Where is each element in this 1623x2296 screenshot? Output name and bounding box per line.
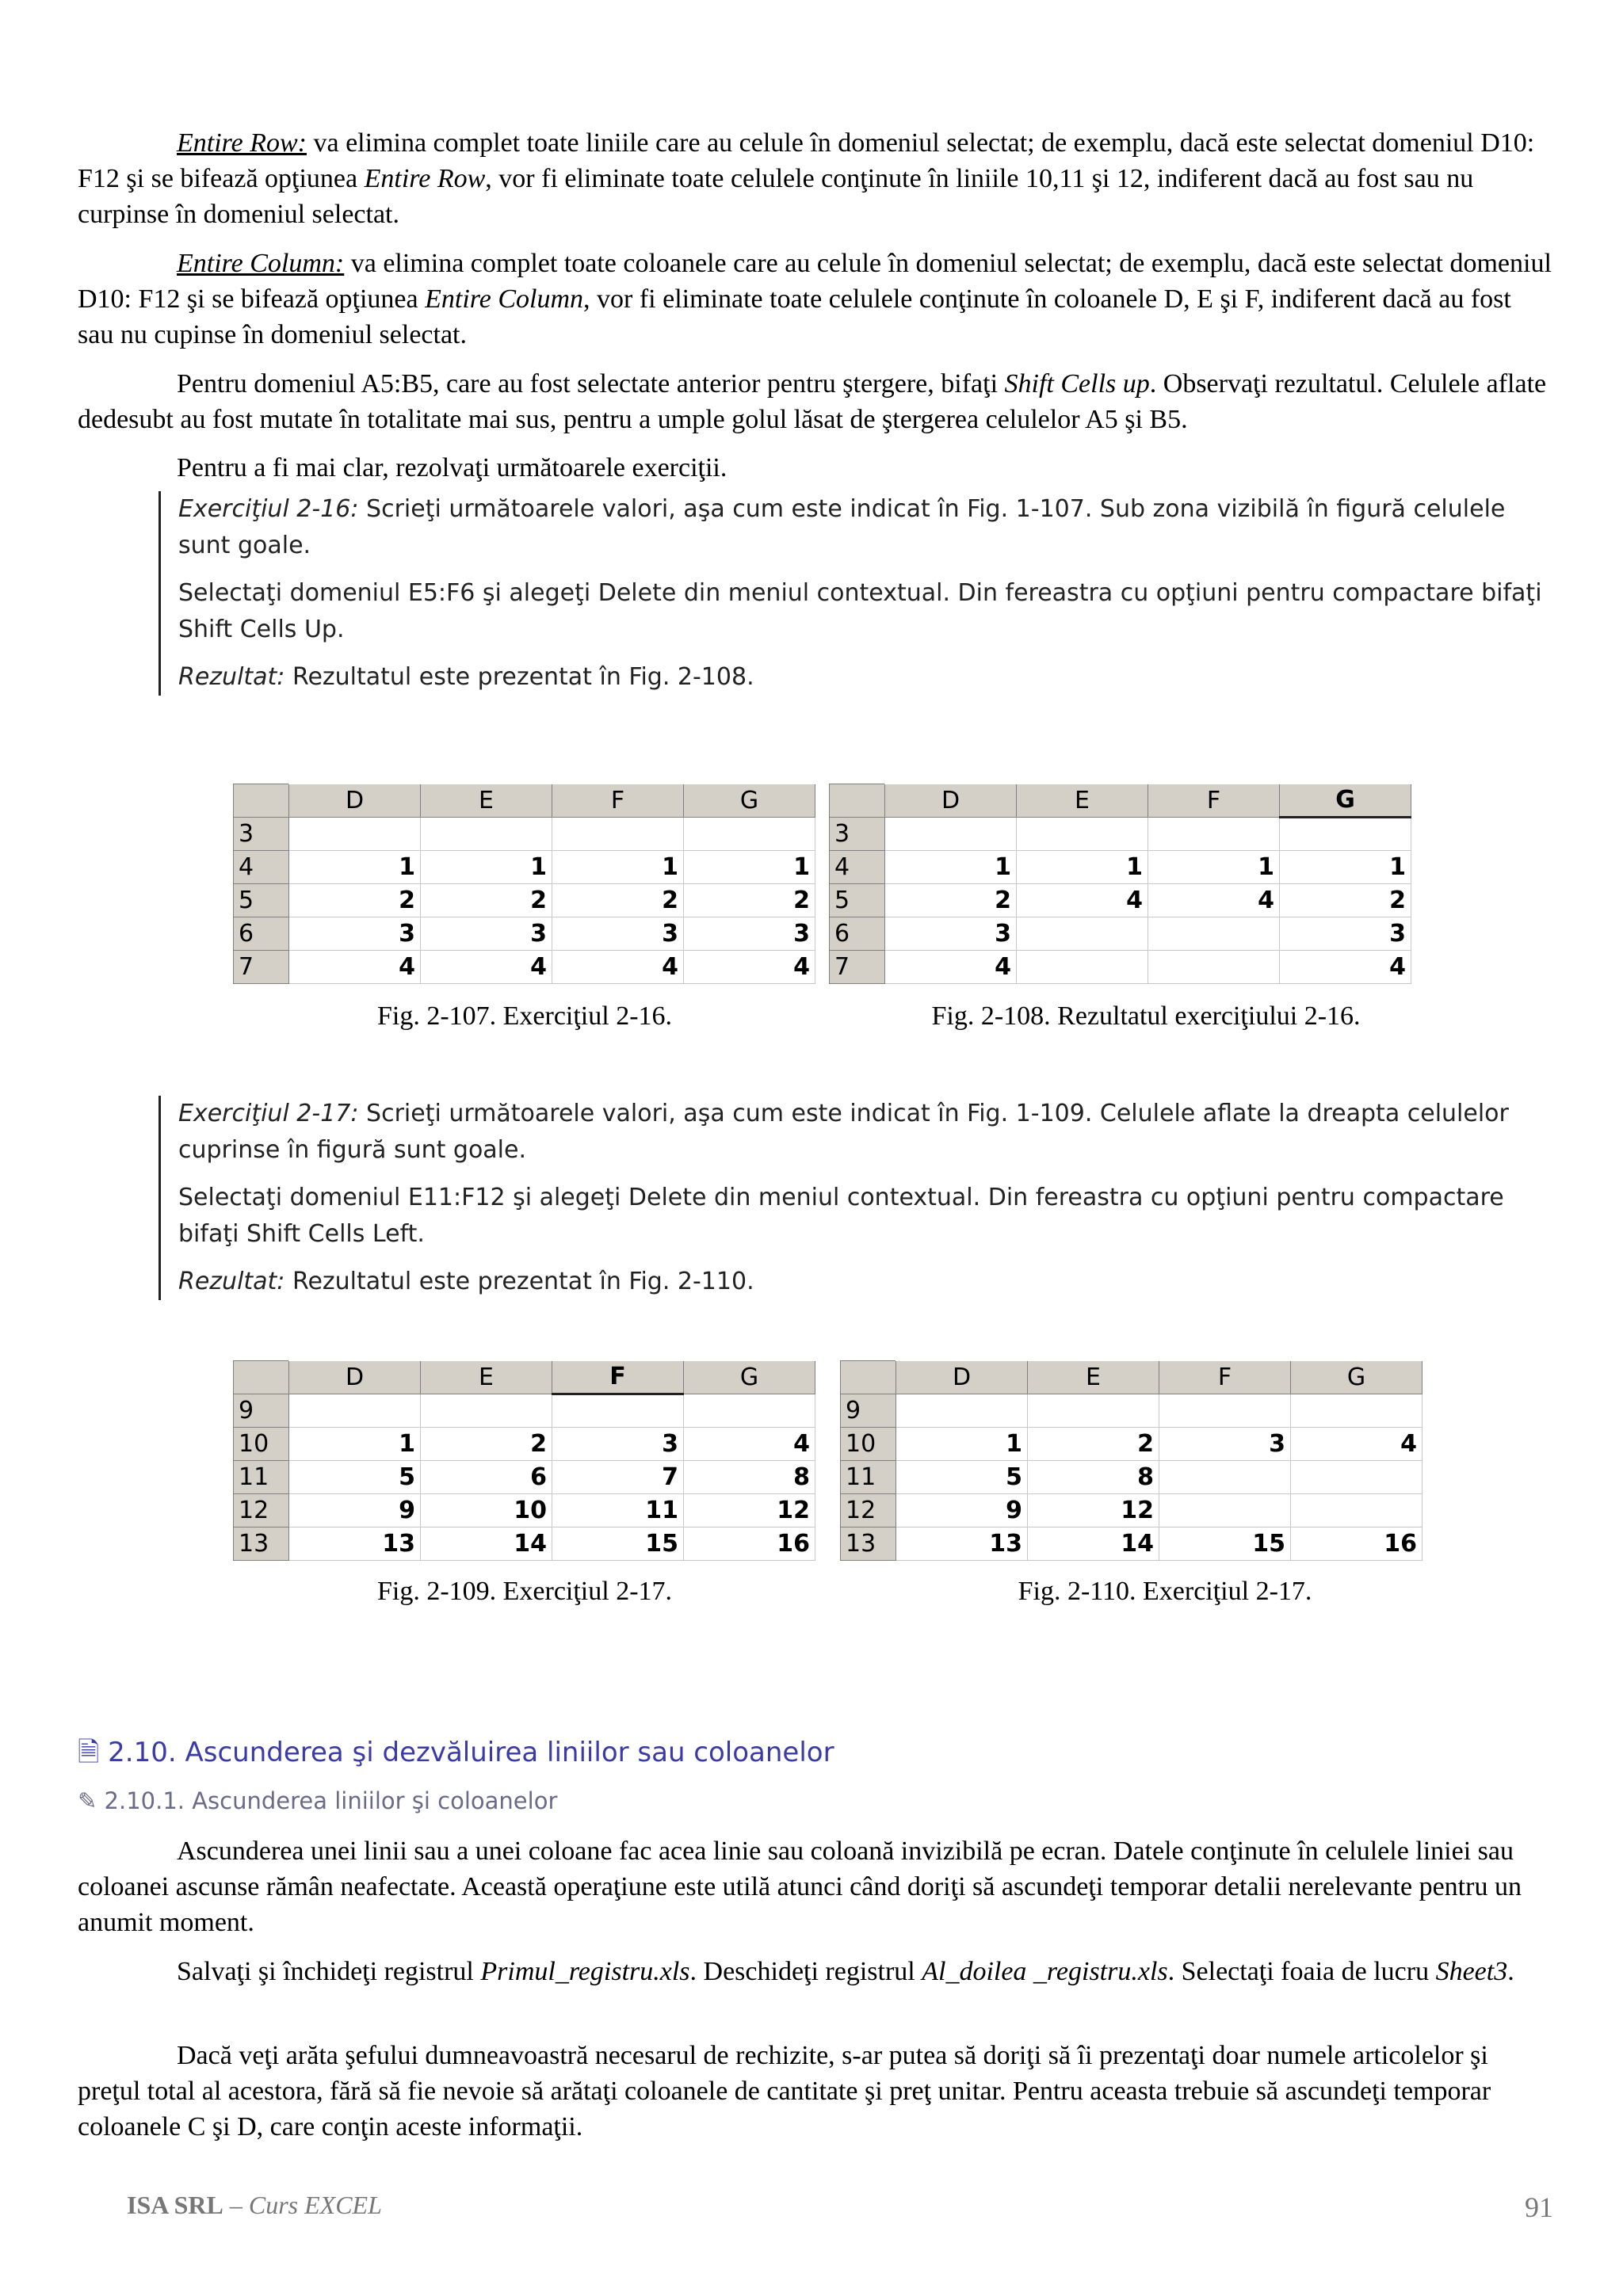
cell [1159, 1460, 1291, 1493]
cell: 1 [1017, 850, 1148, 883]
cell: 4 [552, 950, 684, 983]
cell: 1 [1148, 850, 1280, 883]
text: va elimina complet toate liniile care au celule în domeniul selectat; de exemplu, dacă este selectat domeniul D10: F12 şi se bifează opţiunea [78, 128, 1535, 193]
table-row [234, 850, 815, 883]
cell [1291, 1493, 1423, 1527]
paragraph-save-close [78, 1954, 1553, 1989]
cell: 12 [684, 1493, 815, 1527]
cell: 1 [289, 850, 421, 883]
cell: 4 [684, 950, 815, 983]
cell: 3 [1159, 1427, 1291, 1460]
cell [1148, 917, 1280, 950]
exercise-result [178, 1264, 1557, 1300]
spreadsheet-fig-2-107 [233, 783, 815, 984]
column-header-row [234, 1360, 815, 1394]
column-header-g: G [1291, 1360, 1423, 1394]
cell: 14 [1028, 1527, 1159, 1560]
cell: 3 [552, 917, 684, 950]
text: Scrieţi următoarele valori, aşa cum este indicat în Fig. 1-109. Celulele aflate la dreapta celulelor cuprinse în figură sunt goale. [178, 1100, 1509, 1164]
exercise-label: Exerciţiul 2-17: [178, 1100, 359, 1127]
column-header-d: D [289, 784, 421, 817]
cell [1148, 950, 1280, 983]
row-header: 3 [830, 817, 885, 850]
cell: 8 [684, 1460, 815, 1493]
cell [1291, 1394, 1423, 1427]
cell: 4 [885, 950, 1017, 983]
column-header-f: F [552, 784, 684, 817]
subsection-title: 2.10.1. Ascunderea liniilor şi coloanelor [104, 1787, 558, 1814]
cell: 2 [289, 883, 421, 917]
cell: 8 [1028, 1460, 1159, 1493]
column-header-e: E [421, 1360, 552, 1394]
cell: 1 [289, 1427, 421, 1460]
caption-fig-2-107: Fig. 2-107. Exerciţiul 2-16. [376, 1001, 673, 1031]
caption-fig-2-110: Fig. 2-110. Exerciţiul 2-17. [1018, 1577, 1312, 1606]
table-row [841, 1493, 1423, 1527]
cell [552, 817, 684, 850]
section-title: 2.10. Ascunderea şi dezvăluirea liniilor sau coloanelor [108, 1737, 834, 1768]
cell: 2 [421, 883, 552, 917]
row-header: 4 [234, 850, 289, 883]
row-header: 12 [841, 1493, 896, 1527]
cell: 13 [896, 1527, 1028, 1560]
text: . Deschideţi registrul [689, 1957, 922, 1986]
column-header-d: D [885, 784, 1017, 817]
cell: 4 [1280, 950, 1411, 983]
paragraph-hide-columns: Dacă veţi arăta şefului dumneavoastră necesarul de rechizite, s-ar putea să doriţi să îi prezentaţi doar numele articolelor şi preţul total al acestora, fără să fie nevoie să arătaţi coloanele de cantitate şi preţ unitar. Pentru aceasta trebuie să ascundeţi temporar coloanele C şi D, care conţin aceste informaţii. [78, 2041, 1491, 2142]
cell: 3 [1280, 917, 1411, 950]
cell: 3 [552, 1427, 684, 1460]
row-header: 6 [830, 917, 885, 950]
column-header-f: F [1148, 784, 1280, 817]
table-row [234, 1460, 815, 1493]
cell: 5 [896, 1460, 1028, 1493]
cell [896, 1394, 1028, 1427]
text: , vor fi eliminate toate celulele conţinute în liniile 10,11 şi 12, indiferent dacă au fost sau nu curpinse în domeniul selectat. [78, 164, 1474, 229]
row-header: 11 [234, 1460, 289, 1493]
section-heading [78, 1733, 834, 1779]
table-row [830, 950, 1411, 983]
cell: 15 [1159, 1527, 1291, 1560]
caption-fig-2-108: Fig. 2-108. Rezultatul exerciţiului 2-16. [931, 1001, 1361, 1031]
text: . Observaţi rezultatul. Celulele aflate dedesubt au fost mutate în totalitate mai sus, pentru a umple golul lăsat de ştergerea celulelor A5 şi B5. [78, 369, 1547, 434]
row-header: 6 [234, 917, 289, 950]
cell: 2 [885, 883, 1017, 917]
cell: 1 [684, 850, 815, 883]
cell: 4 [1148, 883, 1280, 917]
table-row [234, 883, 815, 917]
column-header-g: G [1280, 784, 1411, 817]
table-row [234, 817, 815, 850]
cell [1280, 817, 1411, 850]
result-label: Rezultat: [178, 1268, 285, 1295]
spreadsheet-fig-2-109 [233, 1360, 815, 1561]
cell [684, 1394, 815, 1427]
result-label: Rezultat: [178, 663, 285, 691]
column-header-d: D [896, 1360, 1028, 1394]
cell [1159, 1493, 1291, 1527]
row-header: 5 [234, 883, 289, 917]
footer-course: Curs EXCEL [248, 2191, 382, 2219]
column-header-row [841, 1360, 1423, 1394]
table-row [234, 1394, 815, 1427]
table-row [830, 850, 1411, 883]
column-header-f: F [552, 1360, 684, 1394]
term-entire-row: Entire Row: [177, 128, 307, 158]
text: . Selectaţi foaia de lucru [1167, 1957, 1436, 1986]
cell: 13 [289, 1527, 421, 1560]
paragraph-entire-row [78, 125, 1553, 232]
column-header-d: D [289, 1360, 421, 1394]
spreadsheet-fig-2-108 [829, 783, 1411, 984]
option-name: Entire Column [425, 284, 584, 314]
cell: 1 [885, 850, 1017, 883]
cell: 6 [421, 1460, 552, 1493]
exercise-text [178, 491, 1557, 564]
cell: 2 [552, 883, 684, 917]
option-name: Shift Cells up [1004, 369, 1150, 399]
exercise-step: Selectaţi domeniul E5:F6 şi alegeţi Delete din meniul contextual. Din fereastra cu opţiuni pentru compactare bifaţi Shift Cells Up. [178, 579, 1542, 643]
cell: 2 [421, 1427, 552, 1460]
row-header: 10 [234, 1427, 289, 1460]
cell: 3 [289, 917, 421, 950]
term-entire-column: Entire Column: [177, 249, 345, 278]
file-name: Primul_registru.xls [480, 1957, 690, 1986]
cell: 1 [896, 1427, 1028, 1460]
cell [289, 1394, 421, 1427]
paragraph-shift-cells-up [78, 366, 1553, 437]
text: Rezultatul este prezentat în Fig. 2-110. [285, 1268, 754, 1295]
select-all-corner [234, 1360, 289, 1394]
cell: 7 [552, 1460, 684, 1493]
column-header-g: G [684, 1360, 815, 1394]
cell: 4 [289, 950, 421, 983]
sheet-name: Sheet3 [1435, 1957, 1508, 1986]
row-header: 9 [841, 1394, 896, 1427]
table-row [841, 1460, 1423, 1493]
exercise-text [178, 1096, 1557, 1169]
paragraph-intro-exercises: Pentru a fi mai clar, rezolvaţi următoarele exerciţii. [177, 453, 727, 482]
table-row [830, 917, 1411, 950]
row-header: 13 [234, 1527, 289, 1560]
paragraph-hiding-intro: Ascunderea unei linii sau a unei coloane fac acea linie sau coloană invizibilă pe ecran. Datele conţinute în celulele liniei sau coloanei ascunse rămân neafectate. Această operaţiune este utilă atunci când doriţi să ascundeţi temporar detalii nerelevante pentru un anumit moment. [78, 1836, 1522, 1937]
select-all-corner [830, 784, 885, 817]
cell [1028, 1394, 1159, 1427]
cell: 16 [684, 1527, 815, 1560]
column-header-e: E [1028, 1360, 1159, 1394]
row-header: 7 [234, 950, 289, 983]
cell: 14 [421, 1527, 552, 1560]
exercise-label: Exerciţiul 2-16: [178, 495, 359, 523]
cell [1017, 950, 1148, 983]
cell [1017, 917, 1148, 950]
cell: 9 [289, 1493, 421, 1527]
footer-company: ISA SRL [127, 2191, 223, 2219]
table-row [234, 917, 815, 950]
cell: 4 [421, 950, 552, 983]
cell [552, 1394, 684, 1427]
cell [1159, 1394, 1291, 1427]
cell: 3 [684, 917, 815, 950]
cell [684, 817, 815, 850]
exercise-2-17 [158, 1096, 1557, 1300]
column-header-row [830, 784, 1411, 817]
footer [127, 2191, 382, 2220]
cell: 1 [421, 850, 552, 883]
cell: 10 [421, 1493, 552, 1527]
column-header-f: F [1159, 1360, 1291, 1394]
column-header-row [234, 784, 815, 817]
text: Rezultatul este prezentat în Fig. 2-108. [285, 663, 754, 691]
text: Scrieţi următoarele valori, aşa cum este indicat în Fig. 1-107. Sub zona vizibilă în figură celulele sunt goale. [178, 495, 1506, 559]
text: Pentru domeniul A5:B5, care au fost selectate anterior pentru ştergere, bifaţi [177, 369, 1005, 399]
row-header: 4 [830, 850, 885, 883]
cell: 15 [552, 1527, 684, 1560]
table-row [830, 883, 1411, 917]
file-name: Al_doilea _registru.xls [922, 1957, 1168, 1986]
table-row [841, 1527, 1423, 1560]
table-row [234, 1427, 815, 1460]
row-header: 13 [841, 1527, 896, 1560]
caption-fig-2-109: Fig. 2-109. Exerciţiul 2-17. [376, 1577, 673, 1606]
cell: 1 [1280, 850, 1411, 883]
row-header: 9 [234, 1394, 289, 1427]
cell: 2 [684, 883, 815, 917]
row-header: 5 [830, 883, 885, 917]
cell: 11 [552, 1493, 684, 1527]
subsection-heading [78, 1787, 557, 1814]
cell: 3 [885, 917, 1017, 950]
table-row [830, 817, 1411, 850]
cell [289, 817, 421, 850]
row-header: 10 [841, 1427, 896, 1460]
cell: 4 [684, 1427, 815, 1460]
cell: 12 [1028, 1493, 1159, 1527]
exercise-step: Selectaţi domeniul E11:F12 şi alegeţi Delete din meniul contextual. Din fereastra cu opţiuni pentru compactare bifaţi Shift Cells Left. [178, 1184, 1504, 1248]
document-icon: 🗎 [78, 1737, 100, 1768]
row-header: 12 [234, 1493, 289, 1527]
cell [421, 817, 552, 850]
cell: 9 [896, 1493, 1028, 1527]
cell [1148, 817, 1280, 850]
cell [1017, 817, 1148, 850]
select-all-corner [841, 1360, 896, 1394]
cell: 16 [1291, 1527, 1423, 1560]
cell: 1 [552, 850, 684, 883]
text: va elimina complet toate coloanele care au celule în domeniul selectat; de exemplu, dacă este selectat domeniul D10: F12 şi se bifează opţiunea [78, 249, 1552, 314]
cell: 3 [421, 917, 552, 950]
cell: 2 [1280, 883, 1411, 917]
table-row [234, 1527, 815, 1560]
cell [421, 1394, 552, 1427]
table-row [841, 1394, 1423, 1427]
row-header: 11 [841, 1460, 896, 1493]
row-header: 7 [830, 950, 885, 983]
column-header-e: E [421, 784, 552, 817]
option-name: Entire Row [364, 164, 486, 193]
column-header-e: E [1017, 784, 1148, 817]
cell: 5 [289, 1460, 421, 1493]
footer-separator: – [223, 2191, 249, 2219]
text: Salvaţi şi închideţi registrul [177, 1957, 481, 1986]
exercise-result [178, 659, 1557, 696]
table-row [841, 1427, 1423, 1460]
table-row [234, 950, 815, 983]
exercise-2-16 [158, 491, 1557, 696]
paragraph-entire-column [78, 246, 1553, 353]
cell [1291, 1460, 1423, 1493]
text: , vor fi eliminate toate celulele conţinute în coloanele D, E şi F, indiferent dacă au fost sau nu cupinse în domeniul selectat. [78, 284, 1511, 349]
cell: 4 [1291, 1427, 1423, 1460]
row-header: 3 [234, 817, 289, 850]
text: . [1507, 1957, 1514, 1986]
column-header-g: G [684, 784, 815, 817]
select-all-corner [234, 784, 289, 817]
pencil-icon: ✎ [78, 1787, 97, 1814]
page-number: 91 [1525, 2191, 1553, 2223]
spreadsheet-fig-2-110 [840, 1360, 1423, 1561]
cell [885, 817, 1017, 850]
table-row [234, 1493, 815, 1527]
cell: 4 [1017, 883, 1148, 917]
cell: 2 [1028, 1427, 1159, 1460]
